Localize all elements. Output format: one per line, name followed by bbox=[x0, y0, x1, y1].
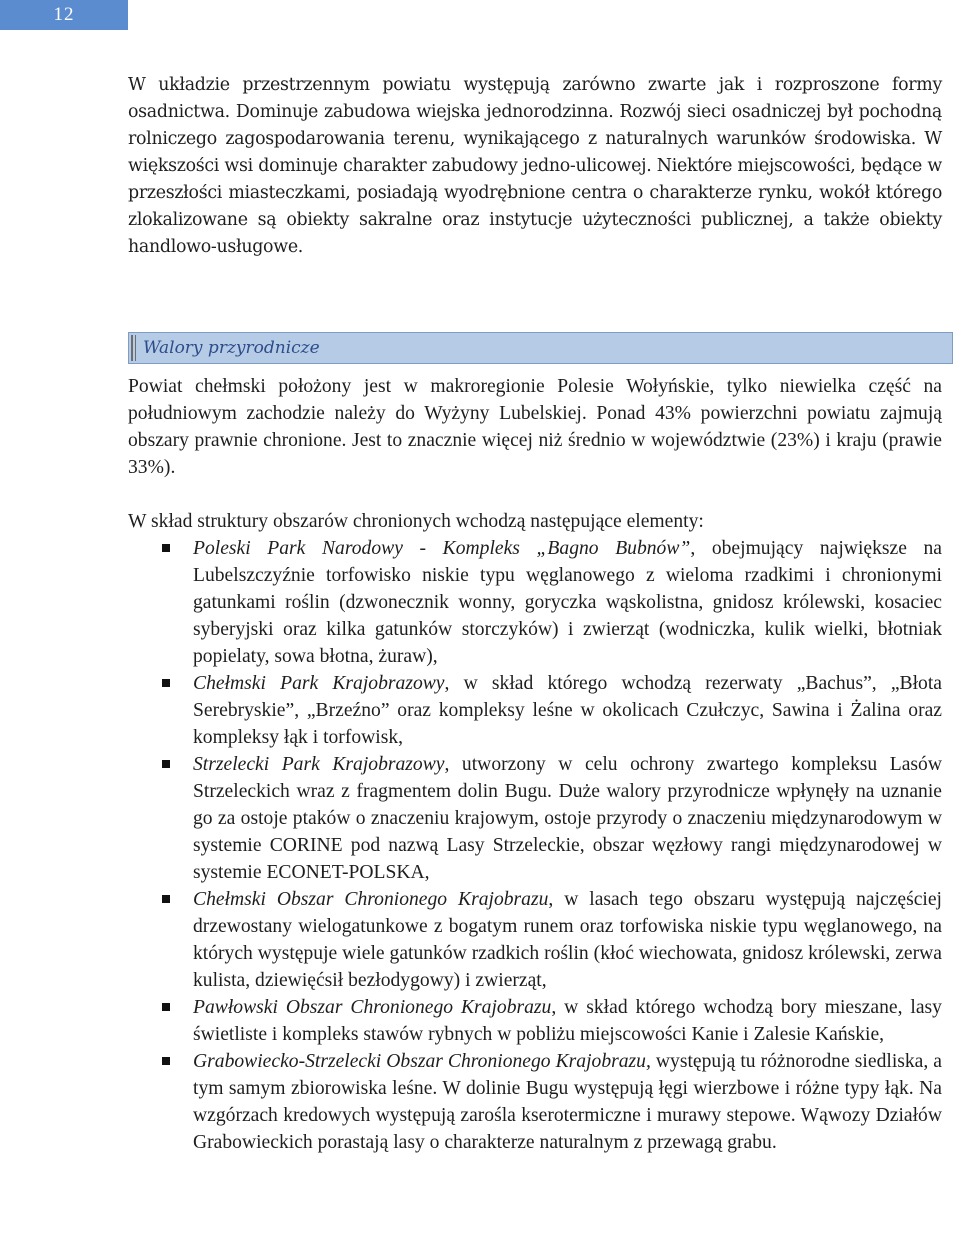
list-item-name: Strzelecki Park Krajobrazowy bbox=[193, 754, 445, 775]
list-item bbox=[158, 670, 942, 751]
square-bullet-icon bbox=[162, 760, 170, 768]
list-item-text: występują tu różnorodne siedliska, a tym samym zbiorowiska leśne. W dolinie Bugu występują łęgi wierzbowe i różne typy łąk. Na wzgórzach kredowych występują zarośla kserotermiczne i murawy stepowe. Wąwozy Działów Grabowieckich porastają lasy o charakterze naturalnym z przewagą grabu. bbox=[193, 1051, 942, 1153]
square-bullet-icon bbox=[162, 679, 170, 687]
heading-rule-thin bbox=[135, 335, 136, 361]
square-bullet-icon bbox=[162, 544, 170, 552]
list-item-name: Poleski Park Narodowy - Kompleks „Bagno Bubnów” bbox=[193, 538, 691, 559]
list-item bbox=[158, 886, 942, 994]
square-bullet-icon bbox=[162, 1003, 170, 1011]
list-item-text: , w lasach tego obszaru występują najczęściej drzewostany wielogatunkowe z bogatym runem oraz torfowiska niskie typu węglanowego, na których występuje wiele gatunków rzadkich roślin (kłoć wiechowata, gnidosz królewski, zerwa kulista, dziewięćsił bezłodygowy) i zwierząt, bbox=[193, 889, 942, 991]
section-title: Walory przyrodnicze bbox=[143, 338, 320, 358]
heading-rule-thick bbox=[131, 335, 133, 361]
protected-areas-list bbox=[158, 535, 942, 1156]
walory-paragraph: Powiat chełmski położony jest w makroregionie Polesie Wołyńskie, tylko niewielka część na południowym zachodzie należy do Wyżyny Lubelskiej. Ponad 43% powierzchni powiatu zajmują obszary prawnie chronione. Jest to znacznie więcej niż średnio w województwie (23%) i kraju (prawie 33%). bbox=[128, 376, 942, 478]
list-item-text: , obejmujący największe na Lubelszczyźnie torfowisko niskie typu węglanowego z wieloma rzadkimi i chronionymi gatunkami roślin (dzwonecznik wonny, goryczka wąskolistna, gnidosz królewski, kosaciec syberyjski oraz kilka gatunków storczyków) i zwierząt (wodniczka, kulik wielki, błotniak popielaty, sowa błotna, żuraw), bbox=[193, 538, 942, 667]
list-item-name: Chełmski Obszar Chronionego Krajobrazu bbox=[193, 889, 549, 910]
list-item-name: Grabowiecko-Strzelecki Obszar Chronionego Krajobrazu, bbox=[193, 1051, 651, 1072]
list-item-name: Pawłowski Obszar Chronionego Krajobrazu bbox=[193, 997, 552, 1018]
square-bullet-icon bbox=[162, 895, 170, 903]
list-item bbox=[158, 994, 942, 1048]
square-bullet-icon bbox=[162, 1057, 170, 1065]
list-item-name: Chełmski Park Krajobrazowy bbox=[193, 673, 445, 694]
list-item bbox=[158, 751, 942, 886]
list-item-text: , w skład którego wchodzą bory mieszane, lasy świetliste i kompleks stawów rybnych w pobliżu miejscowości Kanie i Zalesie Kańskie, bbox=[193, 997, 942, 1045]
list-lead-paragraph: W skład struktury obszarów chronionych wchodzą następujące elementy: bbox=[128, 511, 704, 532]
list-item-text: , w skład którego wchodzą rezerwaty „Bachus”, „Błota Serebryskie”, „Brzeźno” oraz kompleksy leśne w okolicach Czułczyc, Sawina i Żalina oraz kompleksy łąk i torfowisk, bbox=[193, 673, 942, 748]
section-heading-bar bbox=[128, 332, 953, 364]
intro-paragraph: W układzie przestrzennym powiatu występują zarówno zwarte jak i rozproszone formy osadnictwa. Dominuje zabudowa wiejska jednorodzinna. Rozwój sieci osadniczej był pochodną rolniczego zagospodarowania terenu, wynikającego z naturalnych warunków środowiska. W większości wsi dominuje charakter zabudowy jedno-ulicowej. Niektóre miejscowości, będące w przeszłości miasteczkami, posiadają wyodrębnione centra o charakterze rynku, wokół którego zlokalizowane są obiekty sakralne oraz instytucje użyteczności publicznej, a także obiekty handlowo-usługowe. bbox=[128, 75, 942, 257]
list-item bbox=[158, 535, 942, 670]
list-item-text: , utworzony w celu ochrony zwartego kompleksu Lasów Strzeleckich wraz z fragmentem dolin Bugu. Duże walory przyrodnicze wpłynęły na uznanie go za ostoje ptaków o znaczeniu krajowym, ostoje przyrody o znaczeniu międzynarodowym w systemie CORINE pod nazwą Lasy Strzeleckie, obszar węzłowy rangi międzynarodowej w systemie ECONET-POLSKA, bbox=[193, 754, 943, 883]
list-item bbox=[158, 1048, 942, 1156]
page-number: 12 bbox=[0, 0, 128, 30]
